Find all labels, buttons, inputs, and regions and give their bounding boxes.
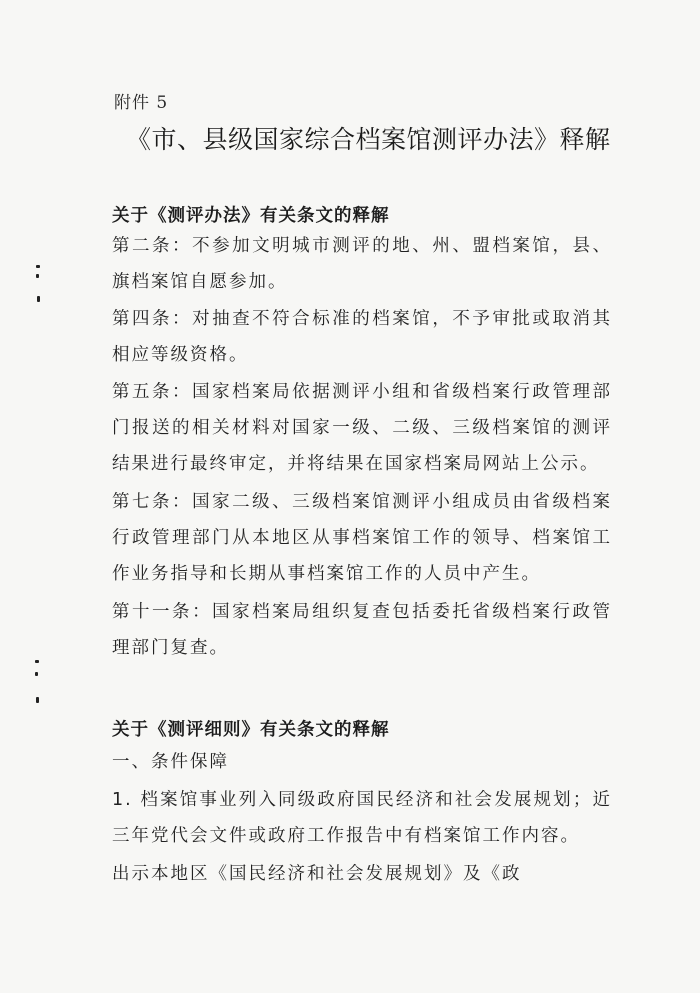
scan-mark: [35, 660, 39, 663]
article-5: 第五条：国家档案局依据测评小组和省级档案行政管理部门报送的相关材料对国家一级、二级、三级档案馆的测评结果进行最终审定，并将结果在国家档案局网站上公示。: [112, 382, 612, 474]
document-title: 《市、县级国家综合档案馆测评办法》释解: [126, 125, 611, 154]
scan-mark: [36, 265, 40, 268]
subheading-conditions: 一、条件保障: [112, 752, 229, 772]
article-7: 第七条：国家二级、三级档案馆测评小组成员由省级档案行政管理部门从本地区从事档案馆工作的领导、档案馆工作业务指导和长期从事档案馆工作的人员中产生。: [112, 492, 612, 584]
item-1-note: 出示本地区《国民经济和社会发展规划》及《政: [112, 864, 522, 884]
attachment-label: 附件 5: [114, 93, 169, 113]
article-11: 第十一条：国家档案局组织复查包括委托省级档案行政管理部门复查。: [112, 602, 612, 658]
scan-mark: [36, 274, 39, 278]
section-heading-measures: 关于《测评办法》有关条文的释解: [112, 206, 390, 226]
section-heading-rules: 关于《测评细则》有关条文的释解: [112, 720, 390, 740]
item-1: 1. 档案馆事业列入同级政府国民经济和社会发展规划；近三年党代会文件或政府工作报告中有档案馆工作内容。: [112, 790, 612, 846]
scan-mark: [37, 296, 40, 302]
scan-mark: [35, 672, 38, 676]
scan-mark: [36, 697, 39, 703]
article-4: 第四条：对抽查不符合标准的档案馆，不予审批或取消其相应等级资格。: [112, 309, 612, 365]
article-2: 第二条：不参加文明城市测评的地、州、盟档案馆，县、旗档案馆自愿参加。: [112, 236, 612, 292]
